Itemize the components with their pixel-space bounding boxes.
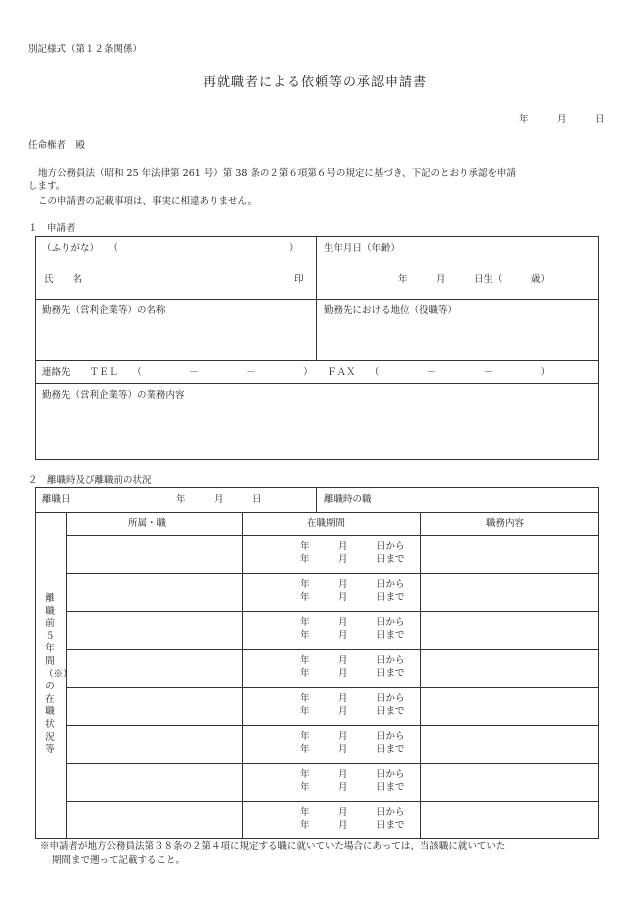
period-to-text: 年 月 日まで <box>300 630 405 641</box>
period-from-text: 年 月 日から <box>300 693 405 704</box>
period-from-text: 年 月 日から <box>300 579 405 590</box>
history-affiliation-cell[interactable] <box>67 574 242 610</box>
period-to-text: 年 月 日まで <box>300 668 405 679</box>
history-duties-cell[interactable] <box>421 802 598 838</box>
history-affiliation-cell[interactable] <box>67 612 242 648</box>
applicant-table <box>35 236 599 460</box>
vertical-side-label: 離職前５年間（※）の在職状況等 <box>44 593 73 756</box>
retire-date-label: 離職日 <box>42 494 71 505</box>
history-duties-cell[interactable] <box>421 650 598 686</box>
footnote-line-2: 期間まで遡って記載すること。 <box>52 855 186 866</box>
section1-heading: １ 申請者 <box>28 223 76 234</box>
history-duties-cell[interactable] <box>421 574 598 610</box>
col-header-period: 在職期間 <box>307 518 346 529</box>
history-affiliation-cell[interactable] <box>67 688 242 724</box>
history-duties-cell[interactable] <box>421 688 598 724</box>
period-from-text: 年 月 日から <box>300 617 405 628</box>
body-text-line-3: この申請書の記載事項は、事実に相違ありません。 <box>38 196 258 207</box>
contact-field[interactable]: 連絡先 ＴＥＬ （ － － ） ＦＡＸ （ － － ） <box>42 367 551 378</box>
body-text-line-2: します。 <box>28 181 66 192</box>
footnote-line-1: ※申請者が地方公務員法第３８条の２第４項に規定する職に就いていた場合にあっては、当該職に就いていた <box>40 841 506 852</box>
furigana-field[interactable]: （ふりがな） （ ） <box>42 243 299 254</box>
period-to-text: 年 月 日まで <box>300 706 405 717</box>
period-from-text: 年 月 日から <box>300 655 405 666</box>
history-affiliation-cell[interactable] <box>67 726 242 762</box>
birthdate-label: 生年月日（年齢） <box>324 243 401 254</box>
history-duties-cell[interactable] <box>421 536 598 572</box>
seal-mark: 印 <box>294 274 304 285</box>
history-duties-cell[interactable] <box>421 726 598 762</box>
name-label: 氏 名 <box>44 274 83 285</box>
col-header-affiliation: 所属・職 <box>128 518 167 529</box>
date-line[interactable]: 年 月 日 <box>519 114 605 125</box>
history-affiliation-cell[interactable] <box>67 802 242 838</box>
addressee: 任命権者 殿 <box>28 140 86 151</box>
period-to-text: 年 月 日まで <box>300 820 405 831</box>
retire-date-field[interactable]: 年 月 日 <box>176 494 262 505</box>
period-from-text: 年 月 日から <box>300 769 405 780</box>
period-to-text: 年 月 日まで <box>300 782 405 793</box>
period-from-text: 年 月 日から <box>300 731 405 742</box>
period-to-text: 年 月 日まで <box>300 744 405 755</box>
history-affiliation-cell[interactable] <box>67 536 242 572</box>
employer-name-label[interactable]: 勤務先（営利企業等）の名称 <box>42 305 166 316</box>
period-to-text: 年 月 日まで <box>300 554 405 565</box>
body-text-line-1: 地方公務員法（昭和 25 年法律第 261 号）第 38 条の２第６項第６号の規定に基づき、下記のとおり承認を申請 <box>38 168 517 179</box>
col-header-duties: 職務内容 <box>486 518 525 529</box>
page-title: 再就職者による依頼等の承認申請書 <box>202 75 427 90</box>
section2-heading: ２ 離職時及び離職前の状況 <box>28 475 152 486</box>
history-affiliation-cell[interactable] <box>67 650 242 686</box>
employer-business-label[interactable]: 勤務先（営利企業等）の業務内容 <box>42 390 185 401</box>
history-duties-cell[interactable] <box>421 764 598 800</box>
period-from-text: 年 月 日から <box>300 541 405 552</box>
period-from-text: 年 月 日から <box>300 807 405 818</box>
period-to-text: 年 月 日まで <box>300 592 405 603</box>
employer-position-label[interactable]: 勤務先における地位（役職等） <box>324 305 458 316</box>
history-affiliation-cell[interactable] <box>67 764 242 800</box>
history-duties-cell[interactable] <box>421 612 598 648</box>
retire-post-label[interactable]: 離職時の職 <box>324 494 372 505</box>
birthdate-field[interactable]: 年 月 日生（ 歳） <box>398 274 551 285</box>
form-reference: 別記様式（第１２条関係） <box>28 44 143 55</box>
